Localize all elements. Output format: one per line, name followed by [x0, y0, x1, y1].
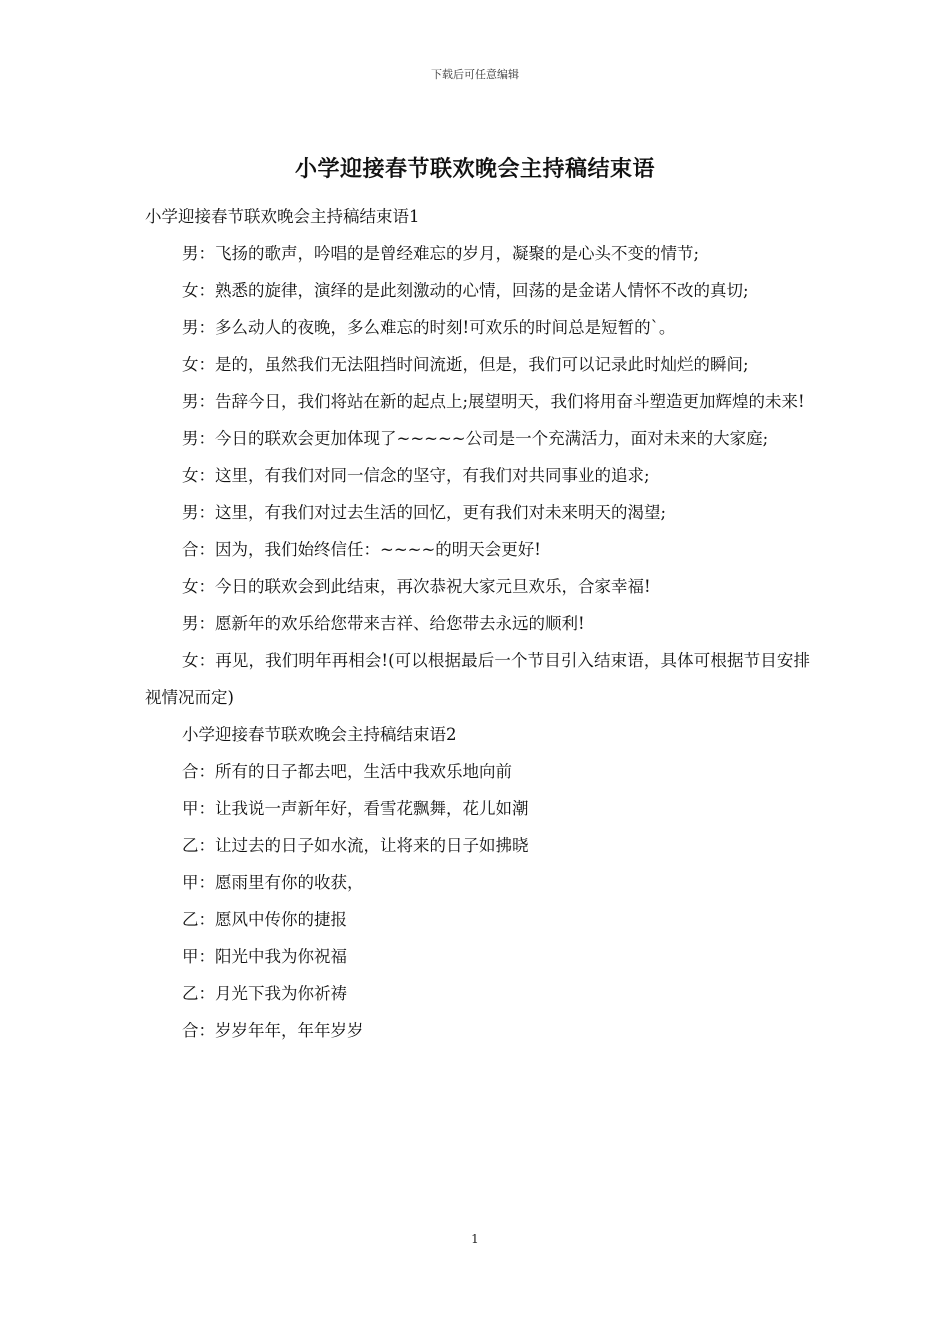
paragraph: 甲：阳光中我为你祝福	[182, 947, 347, 966]
paragraph: 合：因为，我们始终信任：~~~~的明天会更好!	[182, 540, 541, 559]
paragraph: 男：今日的联欢会更加体现了~~~~~公司是一个充满活力，面对未来的大家庭;	[182, 429, 769, 448]
paragraph: 女：熟悉的旋律，演绎的是此刻激动的心情，回荡的是金诺人情怀不改的真切;	[182, 281, 749, 300]
paragraph: 甲：让我说一声新年好，看雪花飘舞，花儿如潮	[182, 799, 529, 818]
paragraph: 乙：愿风中传你的捷报	[182, 910, 347, 929]
paragraph: 男：多么动人的夜晚，多么难忘的时刻!可欢乐的时间总是短暂的`。	[182, 318, 676, 337]
page-number: 1	[471, 1232, 479, 1246]
document-body	[145, 198, 810, 1049]
paragraph: 女：是的，虽然我们无法阻挡时间流逝，但是，我们可以记录此时灿烂的瞬间;	[182, 355, 749, 374]
paragraph: 女：这里，有我们对同一信念的坚守，有我们对共同事业的追求;	[182, 466, 650, 485]
section-heading-2: 小学迎接春节联欢晚会主持稿结束语2	[182, 725, 457, 744]
paragraph: 男：告辞今日，我们将站在新的起点上;展望明天，我们将用奋斗塑造更加辉煌的未来!	[182, 392, 805, 411]
paragraph: 男：这里，有我们对过去生活的回忆，更有我们对未来明天的渴望;	[182, 503, 667, 522]
document-title: 小学迎接春节联欢晚会主持稿结束语	[294, 156, 655, 182]
paragraph: 乙：月光下我为你祈祷	[182, 984, 347, 1003]
paragraph: 乙：让过去的日子如水流，让将来的日子如拂晓	[182, 836, 529, 855]
paragraph: 男：愿新年的欢乐给您带来吉祥、给您带去永远的顺利!	[182, 614, 585, 633]
paragraph: 合：岁岁年年，年年岁岁	[182, 1021, 364, 1040]
paragraph: 合：所有的日子都去吧，生活中我欢乐地向前	[182, 762, 512, 781]
paragraph: 男：飞扬的歌声，吟唱的是曾经难忘的岁月，凝聚的是心头不变的情节;	[182, 244, 700, 263]
paragraph: 女：今日的联欢会到此结束，再次恭祝大家元旦欢乐，合家幸福!	[182, 577, 651, 596]
header-note: 下载后可任意编辑	[431, 68, 519, 81]
paragraph: 甲：愿雨里有你的收获，	[182, 873, 364, 892]
section-heading-1: 小学迎接春节联欢晚会主持稿结束语1	[145, 207, 420, 226]
paragraph: 女：再见，我们明年再相会!(可以根据最后一个节目引入结束语，具体可根据节目安排视情况而定)	[145, 651, 810, 707]
